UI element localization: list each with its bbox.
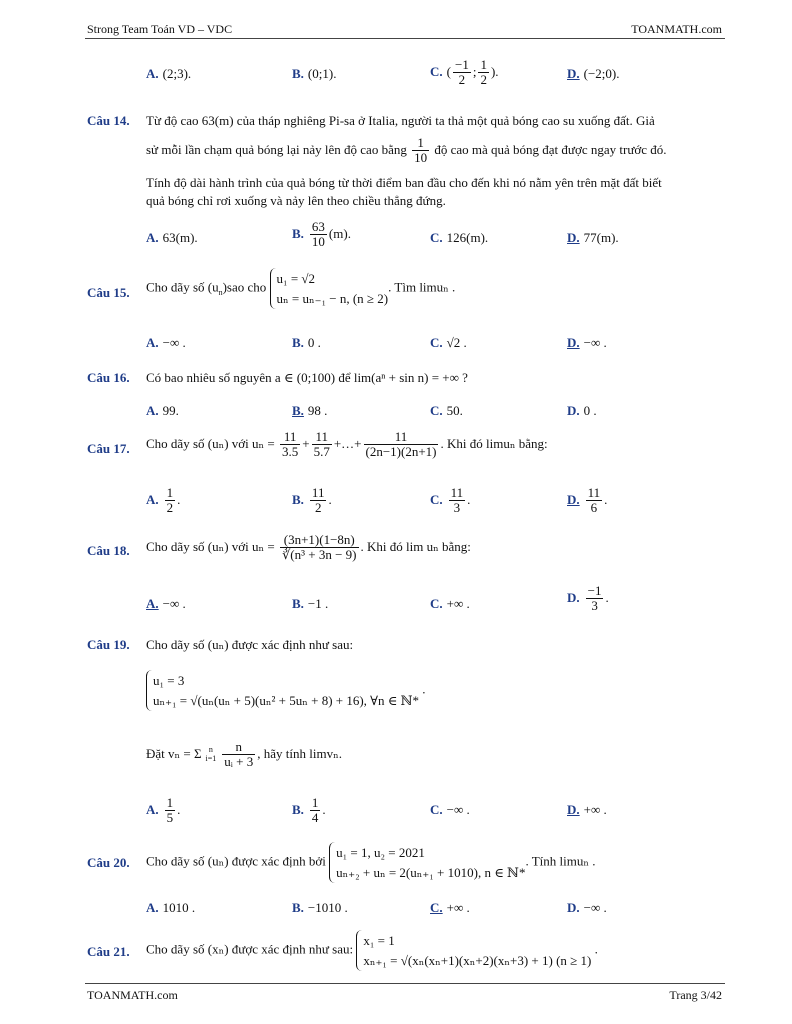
q19-number: Câu 19. bbox=[87, 637, 130, 652]
q18-number: Câu 18. bbox=[87, 543, 130, 558]
q14-line-4: quả bóng chỉ rơi xuống và nảy lên theo chiều thẳng đứng. bbox=[146, 193, 446, 208]
header-right: TOANMATH.com bbox=[631, 22, 722, 36]
footer-page-number: Trang 3/42 bbox=[669, 988, 722, 1002]
q17-option-c: C. $\frac{11}{3}$ . bbox=[430, 485, 471, 516]
header-rule bbox=[85, 38, 725, 39]
q13-option-b: B. (0;1). bbox=[292, 66, 337, 81]
q17-option-a: A. $\frac{1}{2}$ . bbox=[146, 485, 181, 516]
q20-option-a: A. 1010 . bbox=[146, 900, 196, 915]
q14-option-a: A. 63(m). bbox=[146, 230, 198, 245]
footer-rule bbox=[85, 983, 725, 984]
q15-option-a: A. −∞ . bbox=[146, 335, 186, 350]
q16-option-d: D. 0 . bbox=[567, 403, 597, 418]
q16-option-b: B. 98 . bbox=[292, 403, 328, 418]
q14-line-2: sử mỗi lần chạm quả bóng lại nảy lên độ cao bằng $\frac{1}{10}$ độ cao mà quả bóng đạt được ngay trước đó. bbox=[146, 135, 667, 166]
q19-option-c: C. −∞ . bbox=[430, 802, 470, 817]
q19-option-d: D. +∞ . bbox=[567, 802, 607, 817]
q15-option-d: D. −∞ . bbox=[567, 335, 607, 350]
q16-option-c: C. 50. bbox=[430, 403, 463, 418]
q21-number: Câu 21. bbox=[87, 944, 130, 959]
q17-statement: Cho dãy số (uₙ) với uₙ = $\frac{11}{3.5}$ + $\frac{11}{5.7}$ +…+ $\frac{11}{(2n-1)(2n+1)}$ . Khi đó limuₙ bằng: bbox=[146, 429, 548, 460]
q17-option-d: D. $\frac{11}{6}$ . bbox=[567, 485, 608, 516]
q14-option-c: C. 126(m). bbox=[430, 230, 489, 245]
q18-option-c: C. +∞ . bbox=[430, 596, 470, 611]
q18-option-b: B. −1 . bbox=[292, 596, 329, 611]
q20-statement: Cho dãy số (uₙ) được xác định bởi u₁ = 1, u₂ = 2021 uₙ₊₂ + uₙ = 2(uₙ₊₁ + 1010), n ∈ ℕ*. Tính limuₙ . bbox=[146, 842, 595, 883]
q21-statement: Cho dãy số (xₙ) được xác định như sau: x₁ = 1 xₙ₊₁ = √(xₙ(xₙ+1)(xₙ+2)(xₙ+3) + 1) (n ≥ 1) . bbox=[146, 930, 598, 971]
q14-number: Câu 14. bbox=[87, 113, 130, 128]
q16-option-a: A. 99. bbox=[146, 403, 179, 418]
q19-option-b: B. $\frac{1}{4}$ . bbox=[292, 795, 326, 826]
q16-number: Câu 16. bbox=[87, 370, 130, 385]
q16-statement: Có bao nhiêu số nguyên a ∈ (0;100) để lim(aⁿ + sin n) = +∞ ? bbox=[146, 370, 468, 385]
q13-option-d: D. (−2;0). bbox=[567, 66, 620, 81]
q14-line-1: Từ độ cao 63(m) của tháp nghiêng Pi-sa ở Italia, người ta thả một quả bóng cao su xuống đất. Giả bbox=[146, 113, 655, 128]
q15-system: u₁ = √2 uₙ = uₙ₋₁ − n, (n ≥ 2) bbox=[270, 268, 389, 309]
q19-statement: Cho dãy số (uₙ) được xác định như sau: bbox=[146, 637, 354, 652]
q15-option-b: B. 0 . bbox=[292, 335, 321, 350]
q15-option-c: C. √2 . bbox=[430, 335, 467, 350]
footer-left: TOANMATH.com bbox=[87, 988, 178, 1002]
q19-option-a: A. $\frac{1}{5}$ . bbox=[146, 795, 181, 826]
q15-number: Câu 15. bbox=[87, 285, 130, 300]
q19-system: u₁ = 3 uₙ₊₁ = √(uₙ(uₙ + 5)(uₙ² + 5uₙ + 8) + 16), ∀n ∈ ℕ* . bbox=[146, 670, 426, 711]
q15-statement: Cho dãy số $(u_n)sao$ cho u₁ = √2 uₙ = uₙ₋₁ − n, (n ≥ 2). Tìm limuₙ . bbox=[146, 268, 455, 309]
q18-option-a: A. −∞ . bbox=[146, 596, 186, 611]
q14-option-b: B. $\frac{63}{10}$ (m). bbox=[292, 219, 351, 250]
q13-option-c: C. ( $\frac{-1}{2}$ ; $\frac{1}{2}$ ). bbox=[430, 57, 499, 88]
q17-number: Câu 17. bbox=[87, 441, 130, 456]
q18-option-d: D. $\frac{-1}{3}$ . bbox=[567, 583, 609, 614]
header-left: Strong Team Toán VD – VDC bbox=[87, 22, 233, 36]
q20-option-d: D. −∞ . bbox=[567, 900, 607, 915]
q14-option-d: D. 77(m). bbox=[567, 230, 619, 245]
q18-statement: Cho dãy số (uₙ) với uₙ = $\frac{(3n+1)(1-8n)}{\text{∛(n³ + 3n − 9)}}$ . Khi đó lim uₙ bằng: bbox=[146, 532, 471, 563]
q20-option-c: C. +∞ . bbox=[430, 900, 470, 915]
q17-option-b: B. $\frac{11}{2}$ . bbox=[292, 485, 332, 516]
q14-line-3: Tính độ dài hành trình của quả bóng từ thời điểm ban đầu cho đến khi nó nằm yên trên mặt đất biết bbox=[146, 175, 662, 190]
q20-number: Câu 20. bbox=[87, 855, 130, 870]
q13-option-a: A. (2;3). bbox=[146, 66, 192, 81]
q20-option-b: B. −1010 . bbox=[292, 900, 348, 915]
q19-definition: Đặt vₙ = Σ n i=1 $\frac{n}{\text{uᵢ + 3}}$ , hãy tính limvₙ. bbox=[146, 739, 342, 770]
